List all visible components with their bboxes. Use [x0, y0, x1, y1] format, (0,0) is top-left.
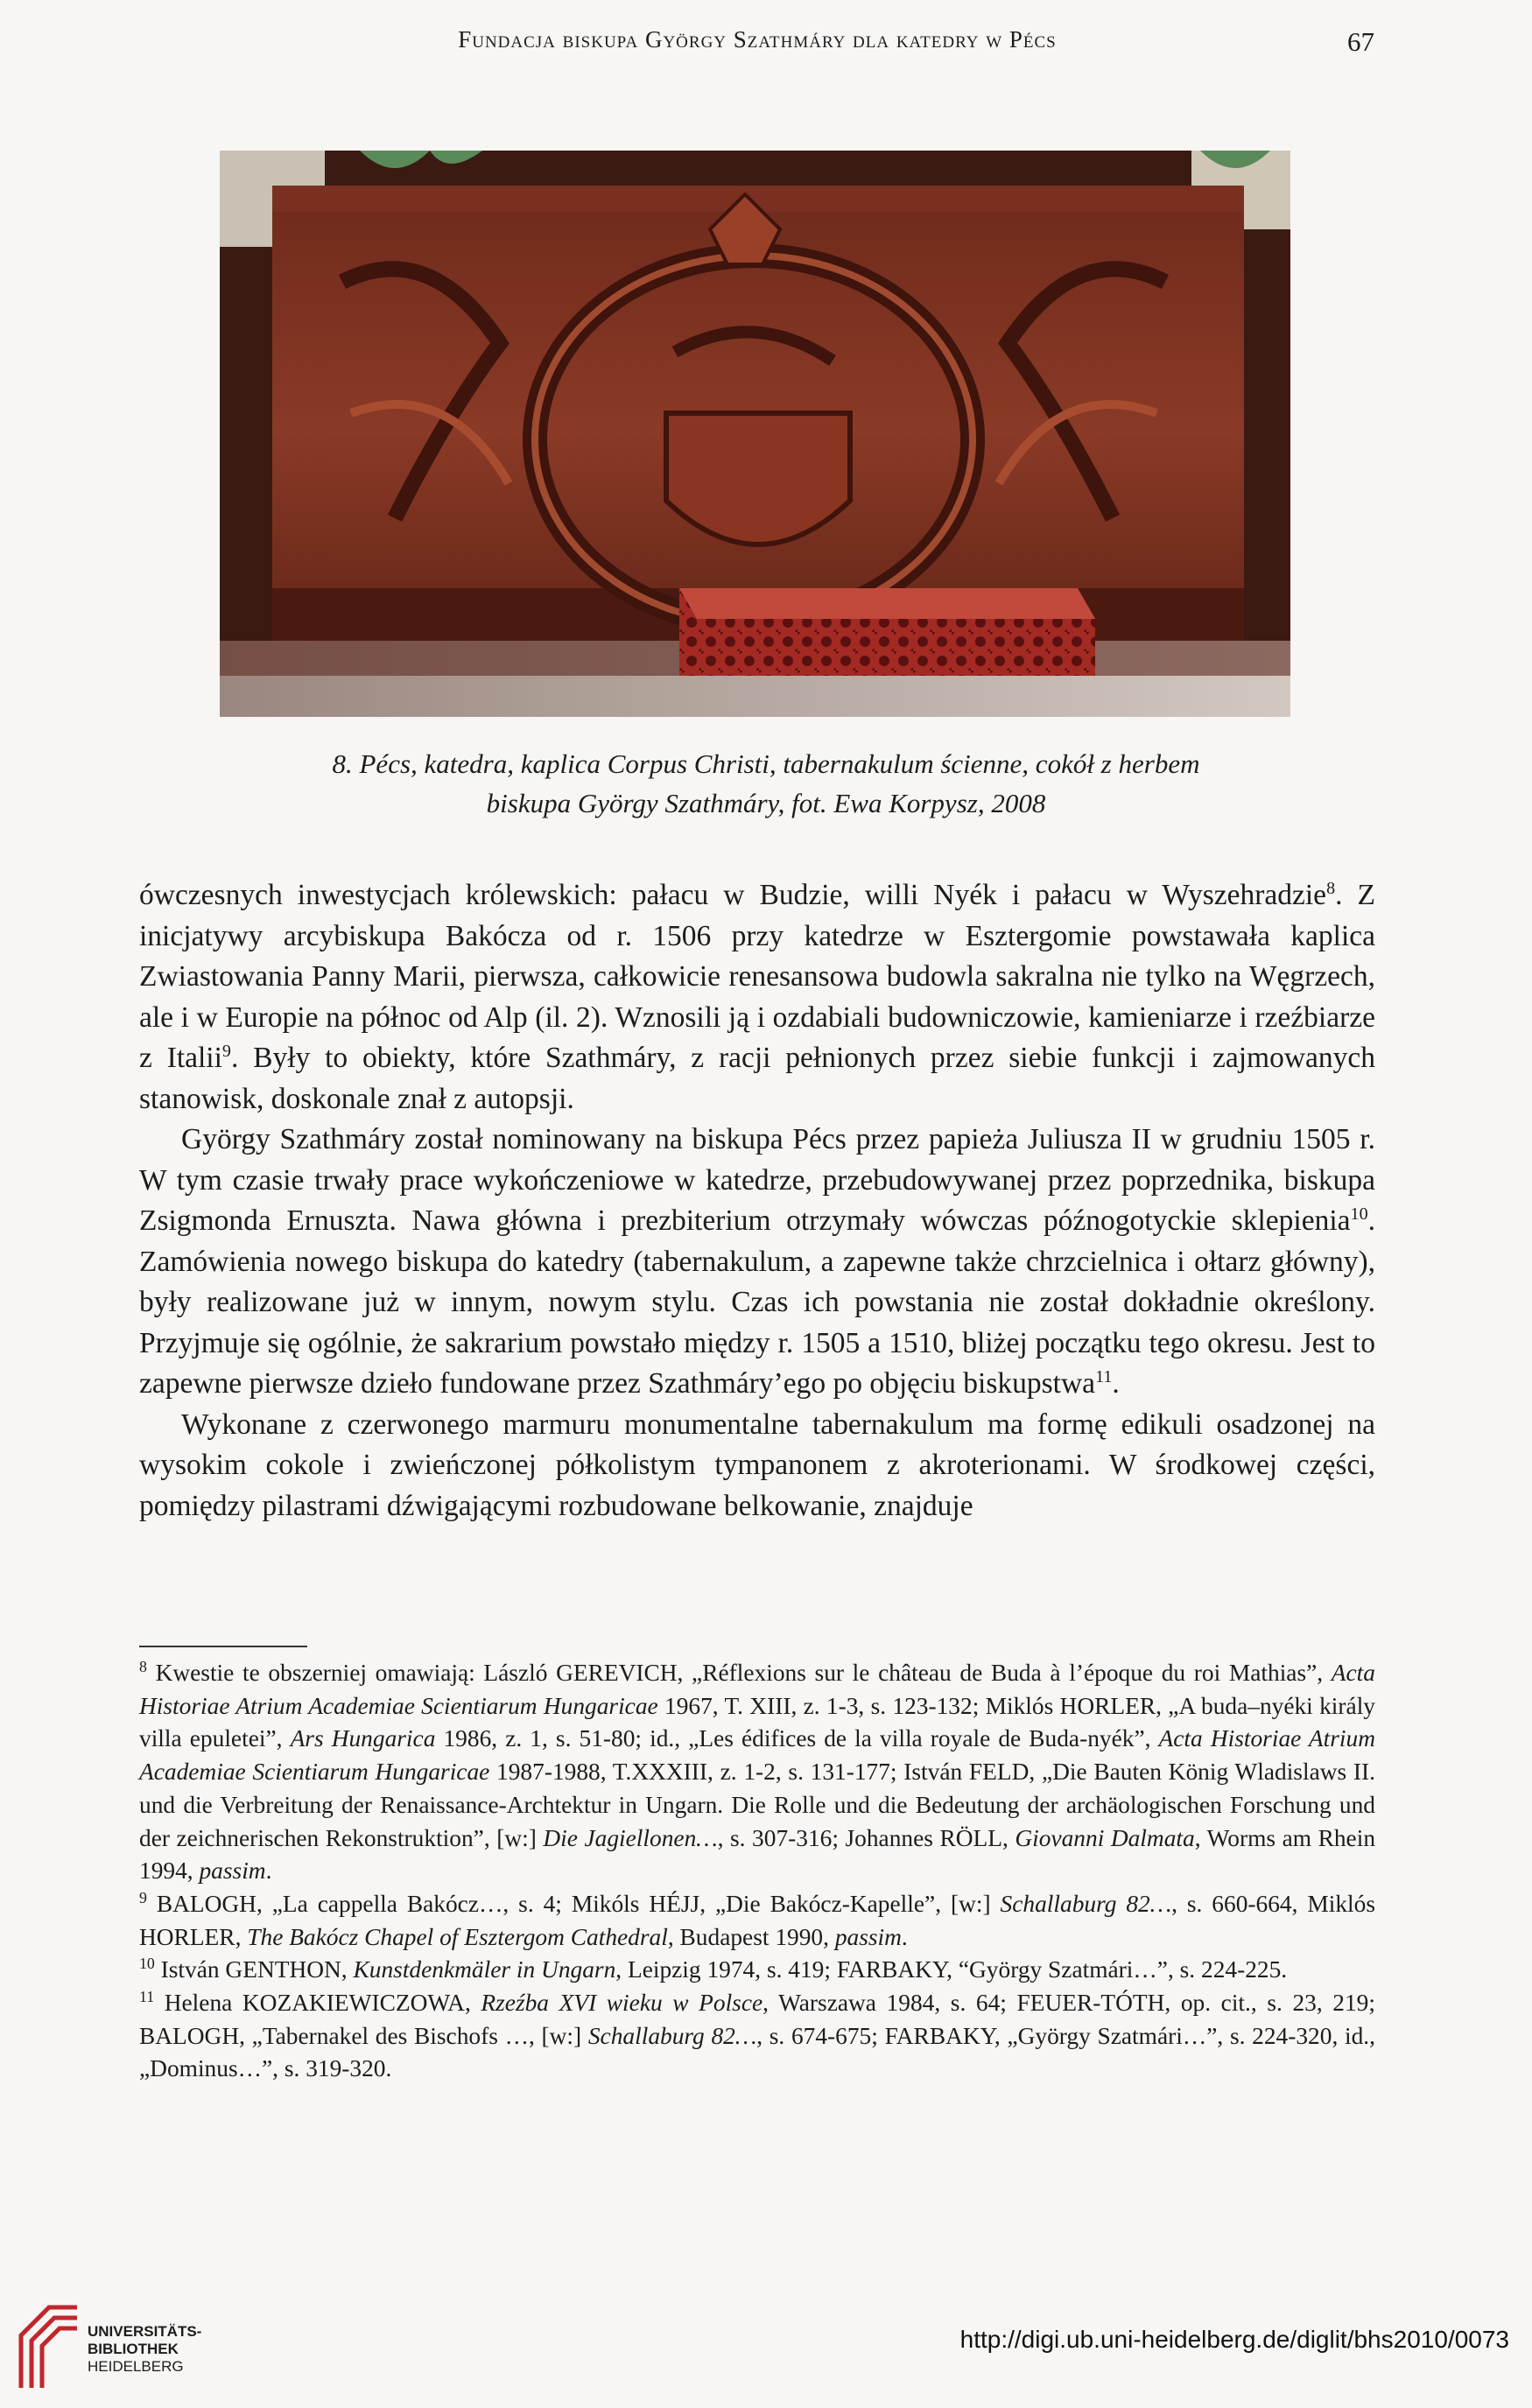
running-head: Fundacja biskupa György Szathmáry dla katedry w Pécs	[458, 26, 1057, 53]
text-run: Helena KOZAKIEWICZOWA,	[154, 1990, 481, 2017]
figure-caption	[193, 744, 1339, 823]
footnote-separator	[139, 1646, 307, 1647]
text-run: , s. 307-316; Johannes RÖLL,	[717, 1824, 1015, 1851]
text-run: , Budapest 1990,	[667, 1923, 835, 1950]
italic-title: passim	[834, 1923, 902, 1950]
italic-title: Acta Historiae Atrium Academiae Scientiarum Hungaricae	[139, 1725, 1375, 1786]
footnote-ref: 10	[1350, 1204, 1368, 1224]
footnote-ref: 11	[1095, 1366, 1113, 1387]
text-run: , s. 674-675; FARBAKY, „György Szatmári…”, s. 224-320, id., „Dominus…”, s. 319-320.	[139, 2022, 1375, 2082]
library-logo-icon	[14, 2300, 84, 2397]
footnote-ref: 10	[139, 1955, 155, 1973]
body-text	[139, 875, 1375, 1527]
text-run: . Były to obiekty, które Szathmáry, z racji pełnionych przez siebie funkcji i zajmowanych stanowisk, doskonale znał z autopsji.	[139, 1042, 1375, 1115]
footnote-ref: 8	[139, 1657, 147, 1675]
source-url[interactable]: http://digi.ub.uni-heidelberg.de/diglit/bhs2010/0073	[959, 2326, 1509, 2353]
paragraph-2	[139, 1120, 1375, 1405]
footnote-ref: 9	[221, 1041, 231, 1061]
italic-title: Schallaburg 82…	[1000, 1890, 1172, 1917]
paragraph-3	[139, 1405, 1375, 1527]
text-run: Wykonane z czerwonego marmuru monumentalne tabernakulum ma formę edikuli osadzonej na wysokim cokole i zwieńczonej półkolistym tympanonem z akroterionami. W środkowej części, pomiędzy pilastrami dźwigającymi rozbudowane belkowanie, znajduje	[139, 1408, 1375, 1522]
text-run: , Warszawa 1984, s. 64; FEUER-TÓTH, op. cit., s. 23, 219; BALOGH, „Tabernakel des Bischofs …, [w:]	[139, 1990, 1375, 2049]
caption-line-1: 8. Pécs, katedra, kaplica Corpus Christi, tabernakulum ścienne, cokół z herbem	[332, 748, 1200, 779]
footnote-ref: 11	[139, 1987, 155, 2005]
text-run: .	[265, 1857, 272, 1885]
text-run: BALOGH, „La cappella Bakócz…, s. 4; Mikóls HÉJJ, „Die Bakócz-Kapelle”, [w:]	[146, 1890, 1001, 1917]
text-run: , Worms am Rhein 1994,	[139, 1824, 1376, 1885]
text-run: 1986, z. 1, s. 51-80; id., „Les édifices de la villa royale de Buda-nyék”,	[435, 1725, 1159, 1752]
footnote-10	[139, 1954, 1375, 1987]
footnote-ref: 8	[1326, 878, 1336, 898]
italic-title: passim	[199, 1857, 266, 1885]
italic-title: Acta Historiae Atrium Academiae Scientiarum Hungaricae	[139, 1660, 1375, 1719]
library-logo[interactable]	[14, 2300, 224, 2397]
text-run: 1987-1988, T.XXXIII, z. 1-2, s. 131-177; István FELD, „Die Bauten König Wladislaws II. und die Verbreitung der Renaissance-Archtektur in Ungarn. Die Rolle und die Bedeutung der archäologischen Forschung und der zeichnerischen Rekonstruktion”, [w:]	[139, 1759, 1375, 1851]
italic-title: The Bakócz Chapel of Esztergom Cathedral	[247, 1923, 668, 1950]
text-run: István GENTHON,	[154, 1956, 354, 1983]
page-header	[140, 26, 1374, 61]
footnote-9	[139, 1888, 1375, 1954]
text-run: ówczesnych inwestycjach królewskich: pałacu w Budzie, willi Nyék i pałacu w Wyszehradzie	[139, 879, 1327, 911]
text-run: . Zamówienia nowego biskupa do katedry (tabernakulum, a zapewne także chrzcielnica i ołtarz główny), były realizowane już w innym, nowym stylu. Czas ich powstania nie został dokładnie określony. Przyjmuje się ogólnie, że sakrarium powstało między r. 1505 a 1510, bliżej początku tego okresu. Jest to zapewne pierwsze dzieło fundowane przez Szathmáry’ego po objęciu biskupstwa	[139, 1204, 1375, 1400]
italic-title: Kunstdenkmäler in Ungarn	[353, 1956, 616, 1983]
library-name-line-2: BIBLIOTHEK	[88, 2341, 179, 2357]
text-run: , Leipzig 1974, s. 419; FARBAKY, “György Szatmári…”, s. 224-225.	[615, 1956, 1288, 1983]
library-name	[88, 2323, 201, 2376]
caption-line-2: biskupa György Szathmáry, fot. Ewa Korpysz, 2008	[486, 788, 1046, 818]
footnote-ref: 9	[139, 1888, 147, 1906]
footnotes	[139, 1657, 1375, 2086]
footnote-8	[139, 1657, 1375, 1888]
text-run: .	[901, 1923, 908, 1950]
paragraph-1	[139, 875, 1375, 1120]
library-name-line-3: HEIDELBERG	[88, 2358, 184, 2375]
text-run: .	[1112, 1367, 1120, 1400]
library-name-line-1: UNIVERSITÄTS-	[88, 2323, 202, 2340]
figure-photo-tabernacle-base	[220, 151, 1290, 717]
italic-title: Giovanni Dalmata	[1015, 1824, 1195, 1851]
italic-title: Ars Hungarica	[290, 1725, 436, 1752]
text-run: . Z inicjatywy arcybiskupa Bakócza od r. 1506 przy katedrze w Esztergomie powstawała kaplica Zwiastowania Panny Marii, pierwsza, całkowicie renesansowa budowla sakralna nie tylko na Węgrzech, ale i w Europie na północ od Alp (il. 2). Wznosili ją i ozdabiali budowniczowie, kamieniarze i rzeźbiarze z Italii	[139, 879, 1375, 1074]
text-run: György Szathmáry został nominowany na biskupa Pécs przez papieża Juliusza II w grudniu 1505 r. W tym czasie trwały prace wykończeniowe w katedrze, przebudowywanej przez poprzednika, biskupa Zsigmonda Ernuszta. Nawa główna i prezbiterium otrzymały wówczas późnogotyckie sklepienia	[139, 1123, 1375, 1237]
italic-title: Rzeźba XVI wieku w Polsce	[481, 1990, 763, 2017]
italic-title: Schallaburg 82…	[587, 2022, 757, 2049]
text-run: 1967, T. XIII, z. 1-3, s. 123-132; Miklós HORLER, „A buda–nyéki király villa epuletei”,	[139, 1692, 1375, 1752]
page-number: 67	[1347, 26, 1374, 57]
text-run: , s. 660-664, Miklós HORLER,	[139, 1890, 1375, 1950]
footnote-11	[139, 1987, 1375, 2086]
italic-title: Die Jagiellonen…	[543, 1824, 718, 1851]
text-run: Kwestie te obszerniej omawiają: László GEREVICH, „Réflexions sur le château de Buda à l’époque du roi Mathias”,	[146, 1660, 1332, 1686]
